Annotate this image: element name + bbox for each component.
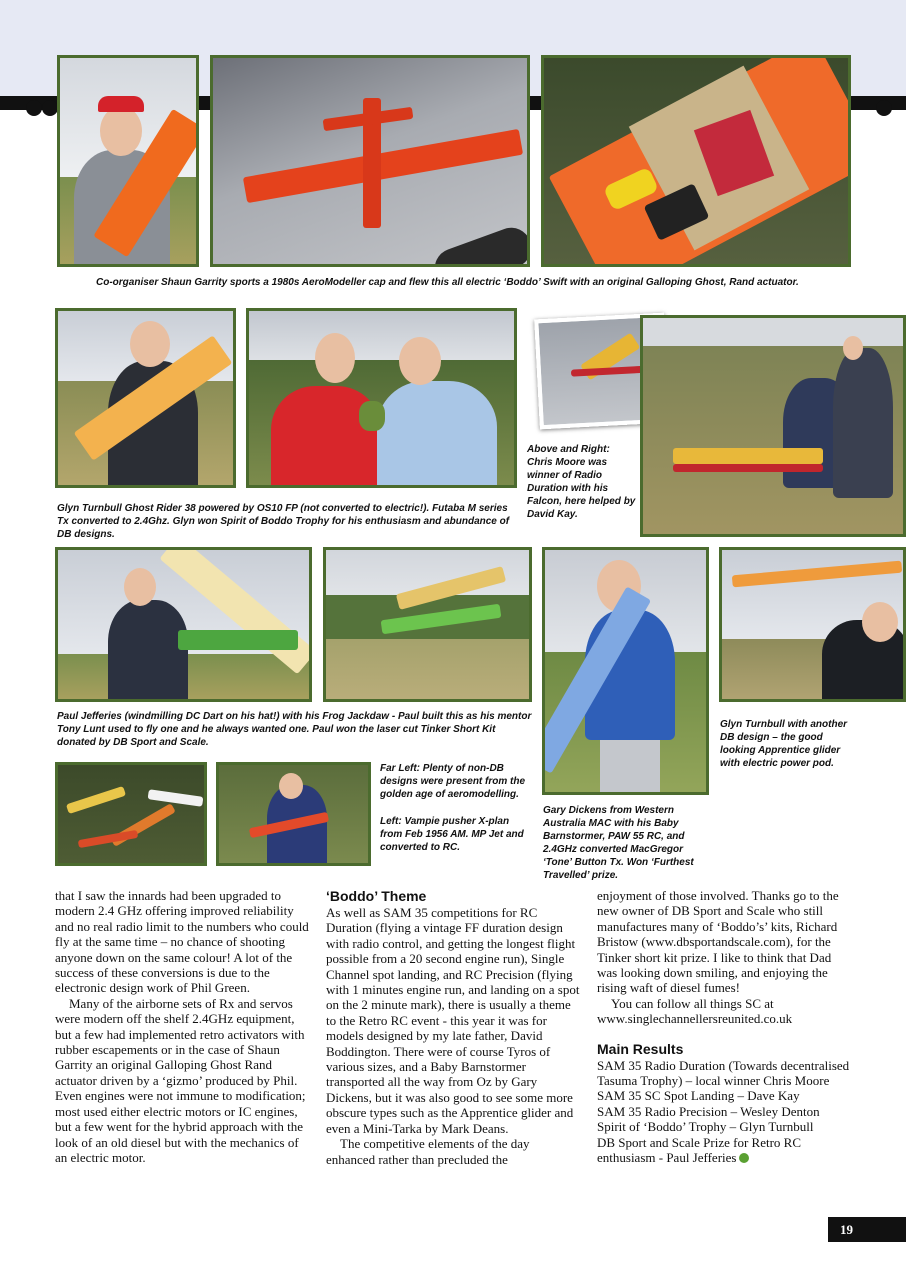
article-column-3 — [597, 888, 851, 1166]
photo-falcon-launch — [640, 315, 906, 537]
caption-glyn-apprentice: Glyn Turnbull with another DB design – the good looking Apprentice glider with electric power pod. — [720, 719, 848, 769]
photo-shaun-garrity — [57, 55, 199, 267]
article-column-1 — [55, 888, 309, 1165]
result-item: SAM 35 Radio Duration (Towards decentralised Tasuma Trophy) – local winner Chris Moore — [597, 1057, 850, 1089]
result-item: Spirit of ‘Boddo’ Trophy – Glyn Turnbull — [597, 1119, 814, 1135]
end-mark-icon — [739, 1153, 749, 1163]
page-number: 19 — [828, 1217, 906, 1242]
photo-apprentice-glider — [719, 547, 906, 702]
photo-non-db-designs — [55, 762, 207, 866]
photo-vampie-pusher — [216, 762, 371, 866]
paragraph: As well as SAM 35 competitions for RC Duration (flying a vintage FF duration design with radio control, and getting the longest flight possible from a 20 second engine run), Single Channel spot landing, and RC Precision (flying with 1 minutes engine run, and landing on a spot on the 2 minute mark), there is usually a theme to the Retro RC event - this year it was for models designed by my late father, David Boddington. There were of course Tyros of various sizes, and a Baby Barnstormer transported all the way from Oz by Gary Dickens, but it was also good to see some more obscure types such as the Apprentice glider and even a Mini-Tarka by Mark Deans. — [326, 905, 580, 1136]
caption-gary-dickens: Gary Dickens from Western Australia MAC with his Baby Barnstormer, PAW 55 RC, and 2.4GHz converted MacGregor ‘Tone’ Button Tx. Won ‘Furthest Travelled’ prize. — [543, 805, 694, 881]
result-item: SAM 35 Radio Precision – Wesley Denton — [597, 1103, 820, 1119]
results-heading: Main Results — [597, 1040, 684, 1057]
paragraph: The competitive elements of the day enhanced rather than precluded the — [326, 1136, 530, 1167]
caption-left: Left: Vampie pusher X-plan from Feb 1956 AM. MP Jet and converted to RC. — [380, 816, 524, 853]
article-column-2 — [326, 888, 580, 1167]
caption-glyn-ghost-rider: Glyn Turnbull Ghost Rider 38 powered by OS10 FP (not converted to electric!). Futaba M series Tx converted to 2.4Ghz. Glyn won Spirit of Boddo Trophy for his enthusiasm and abundance of DB designs. — [57, 503, 510, 540]
photo-jackdaw-flying — [323, 547, 532, 702]
caption-chris-moore: Above and Right: Chris Moore was winner of Radio Duration with his Falcon, here helped by David Kay. — [527, 444, 636, 520]
decor-dot — [876, 100, 892, 116]
photo-swift-flying — [210, 55, 530, 267]
photo-trophy-presentation — [246, 308, 517, 488]
caption-far-left: Far Left: Plenty of non-DB designs were present from the golden age of aeromodelling. — [380, 763, 526, 800]
section-heading: ‘Boddo’ Theme — [326, 888, 427, 904]
photo-actuator-closeup — [541, 55, 851, 267]
paragraph: enjoyment of those involved. Thanks go to the new owner of DB Sport and Scale who still manufactures many of ‘Boddo’s’ kits, Richard Bristow (www.dbsportandscale.com), for the Tinker short kit prize. I like to think that Dad was looking down smiling, and enjoying the rising waft of diesel fumes! — [597, 888, 839, 996]
photo-gary-dickens — [542, 547, 709, 795]
paragraph: You can follow all things SC at www.singlechannellersreunited.co.uk — [597, 995, 793, 1027]
paragraph: Many of the airborne sets of Rx and servos were modern off the shelf 2.4GHz equipment, but a few had implemented retro activators with rubber escapements or in the case of Shaun Garrity an original Galloping Ghost Rand actuator driven by a ‘gizmo’ produced by Phil. Even engines were not immune to modification; most used either electric motors or IC engines, but a few went for the hybrid approach with the look of an old diesel but with the mechanics of an electric motor. — [55, 995, 306, 1165]
result-item: SAM 35 SC Spot Landing – Dave Kay — [597, 1088, 800, 1104]
photo-paul-jackdaw — [55, 547, 312, 702]
result-item-text: DB Sport and Scale Prize for Retro RC enthusiasm - Paul Jefferies — [597, 1134, 801, 1166]
paragraph: that I saw the innards had been upgraded to modern 2.4 GHz offering improved reliability and no real radio limit to the numbers who could fly at the same time – no chance of shooting anyone down on the same colour! A lot of the success of these conversions is due to the electronic design work of Phil Green. — [55, 888, 309, 996]
decor-dot — [42, 100, 58, 116]
photo-glyn-ghost-rider — [55, 308, 236, 488]
result-item — [597, 1135, 851, 1166]
decor-dot — [26, 100, 42, 116]
caption-top: Co-organiser Shaun Garrity sports a 1980s AeroModeller cap and flew this all electric ‘Boddo’ Swift with an original Galloping Ghost, Rand actuator. — [96, 277, 799, 288]
caption-paul-jefferies: Paul Jefferies (windmilling DC Dart on his hat!) with his Frog Jackdaw - Paul built this as his mentor Tony Lunt used to fly one and he always wanted one. Paul won the laser cut Tinker Short Kit donated by DB Sport and Scale. — [57, 711, 532, 748]
